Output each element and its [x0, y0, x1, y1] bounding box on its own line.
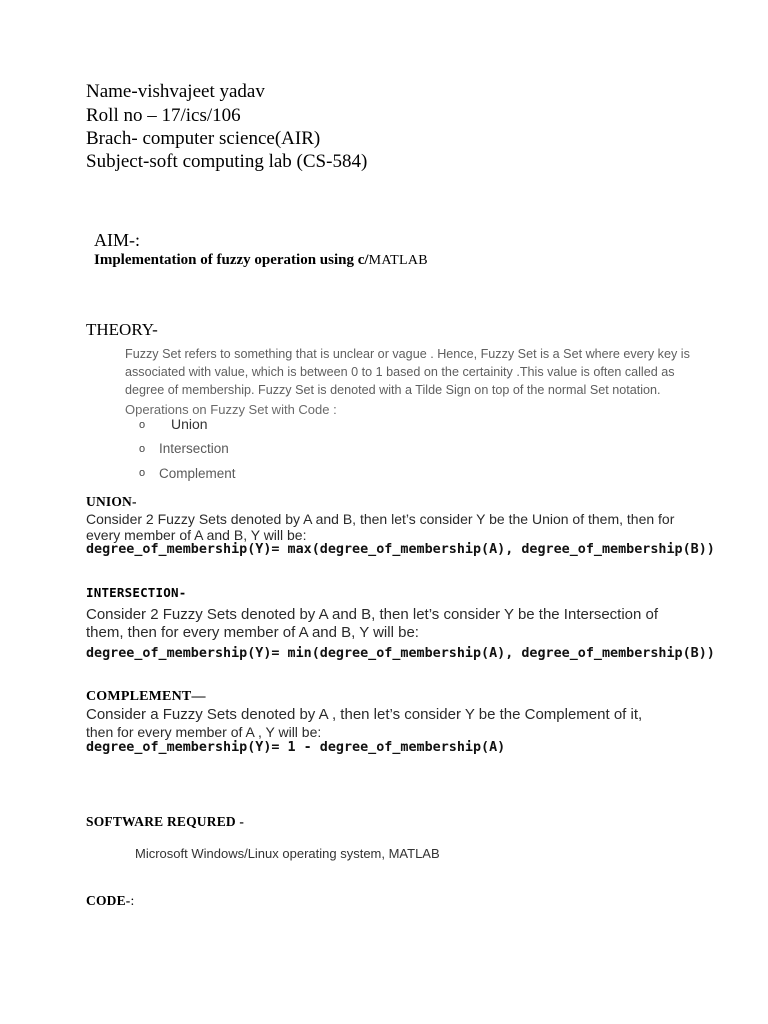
- aim-title: AIM-:: [94, 230, 140, 250]
- bullet-icon: o: [139, 467, 146, 479]
- union-line-1: Consider 2 Fuzzy Sets denoted by A and B, then let’s consider Y be the Union of them, then for: [86, 511, 675, 527]
- union-formula: degree_of_membership(Y)= max(degree_of_membership(A), degree_of_membership(B)): [86, 542, 715, 557]
- subject: Subject-soft computing lab (CS-584): [86, 151, 368, 172]
- operations-intro: Operations on Fuzzy Set with Code :: [125, 402, 337, 417]
- bullet-icon: o: [139, 419, 146, 431]
- aim-text: [94, 252, 428, 269]
- union-title: UNION-: [86, 494, 137, 509]
- branch: Brach- computer science(AIR): [86, 128, 321, 149]
- student-name: Name-vishvajeet yadav: [86, 81, 265, 102]
- software-text: Microsoft Windows/Linux operating system, MATLAB: [135, 846, 440, 861]
- complement-line-1: Consider a Fuzzy Sets denoted by A , then let’s consider Y be the Complement of it,: [86, 706, 643, 723]
- complement-line-2: then for every member of A , Y will be:: [86, 724, 322, 740]
- op-complement: Complement: [159, 466, 236, 481]
- software-title: SOFTWARE REQURED -: [86, 814, 245, 829]
- op-union: Union: [171, 416, 208, 432]
- intersection-line-1: Consider 2 Fuzzy Sets denoted by A and B, then let’s consider Y be the Intersection of: [86, 606, 659, 623]
- intersection-line-2: them, then for every member of A and B, Y will be:: [86, 624, 419, 641]
- intersection-title: INTERSECTION-: [86, 585, 187, 600]
- complement-title: COMPLEMENT—: [86, 689, 206, 704]
- theory-paragraph: Fuzzy Set refers to something that is unclear or vague . Hence, Fuzzy Set is a Set where every key is associated with value, which is between 0 to 1 based on the certainity .This value is often called as degree of membership. Fuzzy Set is denoted with a Tilde Sign on top of the normal Set notation.: [125, 347, 690, 397]
- complement-formula: degree_of_membership(Y)= 1 - degree_of_membership(A): [86, 740, 506, 755]
- op-intersection: Intersection: [159, 441, 229, 456]
- code-title: [86, 893, 134, 909]
- union-line-2: every member of A and B, Y will be:: [86, 527, 307, 543]
- aim-text-tail: MATLAB: [368, 253, 428, 268]
- intersection-formula: degree_of_membership(Y)= min(degree_of_membership(A), degree_of_membership(B)): [86, 646, 715, 661]
- bullet-icon: o: [139, 443, 146, 455]
- aim-text-main: Implementation of fuzzy operation using c/: [94, 252, 369, 268]
- code-title-text: CODE-: [86, 893, 131, 908]
- theory-title: THEORY-: [86, 320, 158, 339]
- roll-number: Roll no – 17/ics/106: [86, 105, 241, 126]
- code-title-suffix: :: [130, 893, 135, 908]
